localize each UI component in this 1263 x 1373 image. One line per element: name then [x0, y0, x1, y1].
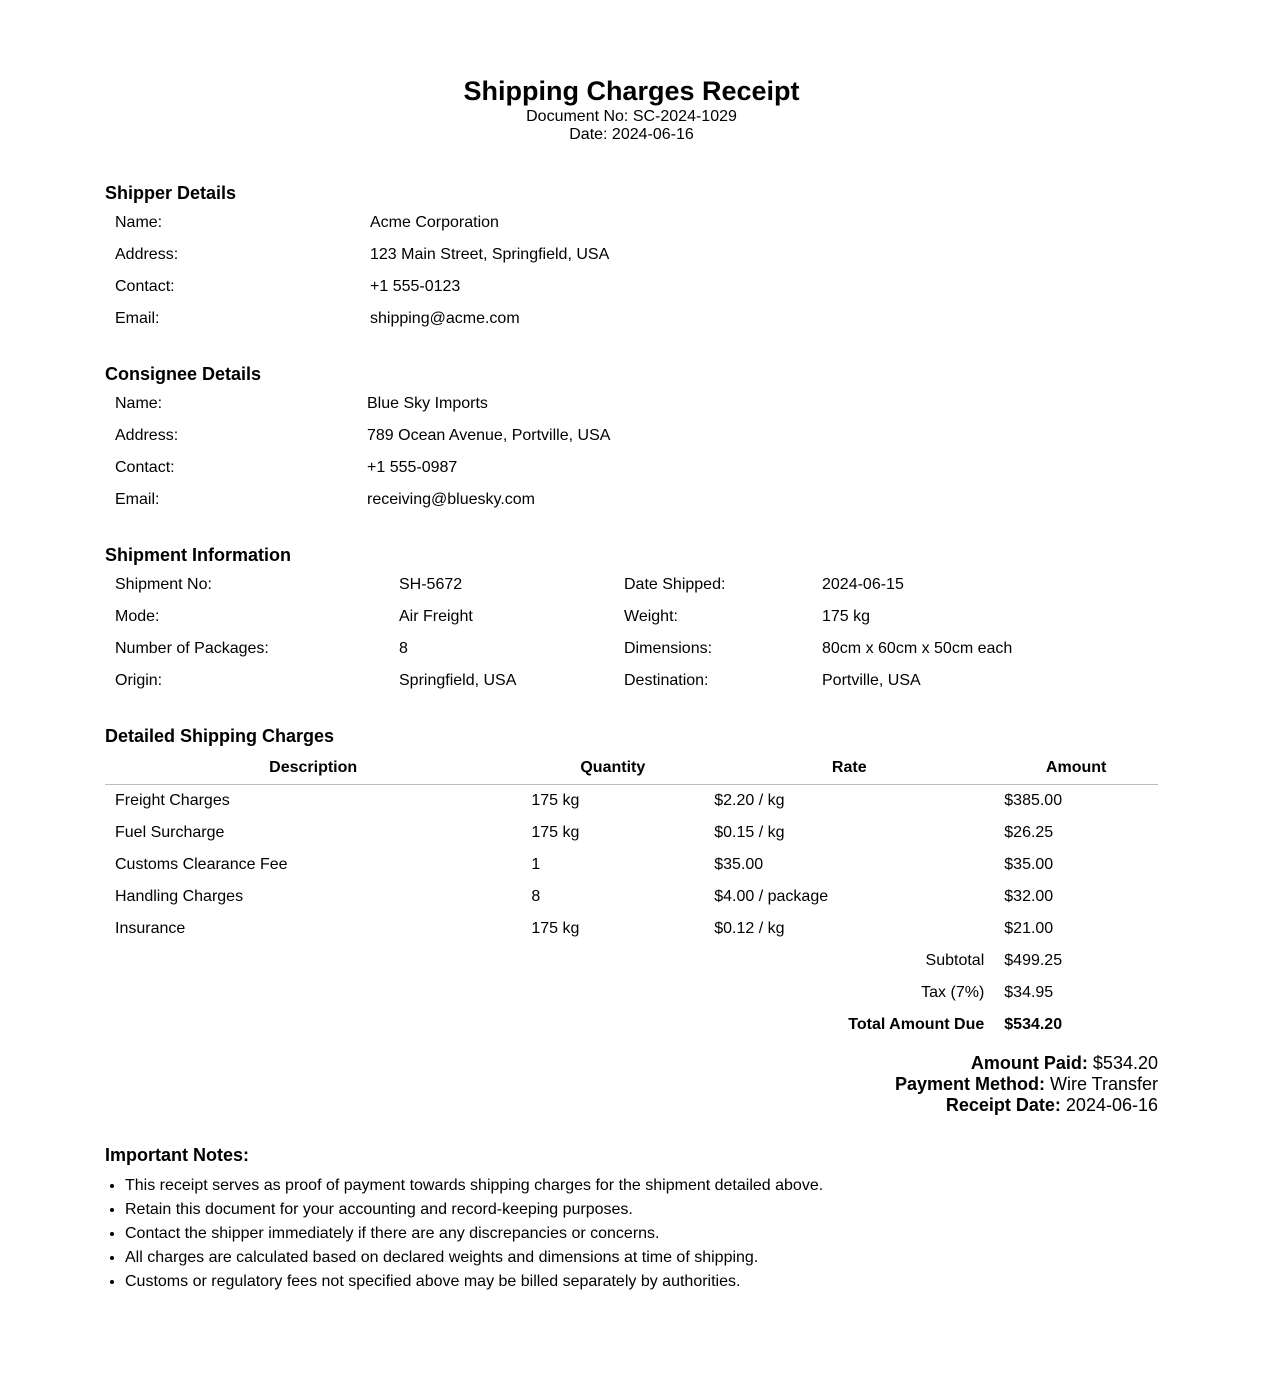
consignee-row [105, 388, 1158, 420]
charge-description: Freight Charges [115, 792, 230, 809]
amount-paid-value: $534.20 [1092, 1053, 1158, 1073]
date-shipped-label: Date Shipped: [624, 576, 726, 593]
document-title: Shipping Charges Receipt [463, 76, 800, 106]
document-date: Date: 2024-06-16 [569, 126, 694, 143]
charge-rate: $0.12 / kg [714, 920, 785, 937]
charge-rate: $0.15 / kg [714, 824, 785, 841]
charge-quantity: 175 kg [531, 824, 580, 841]
shipper-email-value: shipping@acme.com [370, 310, 520, 327]
shipper-section [105, 182, 1158, 335]
shipper-address-label: Address: [115, 246, 179, 263]
charges-header-row [105, 752, 1158, 785]
table-row [105, 913, 1158, 945]
list-item: • Retain this document for your accounting and record-keeping purposes. [125, 1198, 1158, 1222]
document-meta [105, 108, 1158, 144]
charge-description: Customs Clearance Fee [115, 856, 288, 873]
table-row [105, 817, 1158, 849]
tax-value: $34.95 [1004, 984, 1054, 1001]
charge-description: Insurance [115, 920, 186, 937]
consignee-email-label: Email: [115, 491, 160, 508]
shipper-name-value: Acme Corporation [370, 214, 499, 231]
subtotal-label: Subtotal [925, 952, 985, 969]
column-header-quantity: Quantity [521, 752, 704, 785]
charge-amount: $385.00 [1004, 792, 1063, 809]
charge-amount: $32.00 [1004, 888, 1054, 905]
tax-row [105, 977, 1158, 1009]
shipper-row [105, 303, 1158, 335]
column-header-amount: Amount [994, 752, 1158, 785]
payment-method-label: Payment Method: [894, 1074, 1045, 1094]
subtotal-row [105, 945, 1158, 977]
shipment-row [105, 601, 1158, 633]
consignee-row [105, 452, 1158, 484]
weight-label: Weight: [624, 608, 678, 625]
shipper-name-label: Name: [115, 214, 163, 231]
table-row [105, 849, 1158, 881]
shipment-row [105, 569, 1158, 601]
charge-amount: $26.25 [1004, 824, 1054, 841]
receipt-date-label: Receipt Date: [945, 1095, 1061, 1115]
charge-amount: $35.00 [1004, 856, 1054, 873]
consignee-row [105, 420, 1158, 452]
origin-value: Springfield, USA [399, 672, 517, 689]
charge-quantity: 8 [531, 888, 541, 905]
amount-paid-label: Amount Paid: [970, 1053, 1088, 1073]
mode-label: Mode: [115, 608, 160, 625]
receipt-date-value: 2024-06-16 [1065, 1095, 1158, 1115]
charges-section [105, 725, 1158, 1041]
consignee-table [105, 388, 1158, 516]
list-item: • All charges are calculated based on declared weights and dimensions at time of shipping. [125, 1246, 1158, 1270]
charge-quantity: 175 kg [531, 920, 580, 937]
column-header-rate: Rate [704, 752, 994, 785]
notes-section-title: Important Notes: [105, 1145, 249, 1165]
shipper-contact-value: +1 555-0123 [370, 278, 461, 295]
charge-rate: $4.00 / package [714, 888, 829, 905]
list-item: • Customs or regulatory fees not specified above may be billed separately by authorities. [125, 1270, 1158, 1294]
shipper-address-value: 123 Main Street, Springfield, USA [370, 246, 610, 263]
charge-amount: $21.00 [1004, 920, 1054, 937]
destination-label: Destination: [624, 672, 709, 689]
shipment-section-title: Shipment Information [105, 545, 291, 565]
dimensions-value: 80cm x 60cm x 50cm each [822, 640, 1013, 657]
column-header-description: Description [105, 752, 521, 785]
document-number: Document No: SC-2024-1029 [526, 108, 737, 125]
charges-section-title: Detailed Shipping Charges [105, 726, 335, 746]
consignee-name-label: Name: [115, 395, 163, 412]
shipper-email-label: Email: [115, 310, 160, 327]
table-row [105, 785, 1158, 818]
weight-value: 175 kg [822, 608, 871, 625]
consignee-row [105, 484, 1158, 516]
consignee-contact-value: +1 555-0987 [367, 459, 458, 476]
total-row [105, 1009, 1158, 1041]
total-value: $534.20 [1004, 1016, 1063, 1033]
payment-method-line [895, 1074, 1158, 1095]
payment-method-value: Wire Transfer [1049, 1074, 1158, 1094]
list-item: • This receipt serves as proof of payment towards shipping charges for the shipment detailed above. [125, 1174, 1158, 1198]
consignee-contact-label: Contact: [115, 459, 175, 476]
charge-rate: $35.00 [714, 856, 764, 873]
receipt-document [105, 0, 1158, 1290]
consignee-address-label: Address: [115, 427, 179, 444]
mode-value: Air Freight [399, 608, 473, 625]
consignee-name-value: Blue Sky Imports [367, 395, 488, 412]
total-label: Total Amount Due [848, 1016, 985, 1033]
shipment-row [105, 633, 1158, 665]
charge-description: Fuel Surcharge [115, 824, 225, 841]
amount-paid-line [895, 1053, 1158, 1074]
shipment-section [105, 544, 1158, 697]
table-row [105, 881, 1158, 913]
dimensions-label: Dimensions: [624, 640, 713, 657]
shipper-section-title: Shipper Details [105, 183, 237, 203]
date-shipped-value: 2024-06-15 [822, 576, 904, 593]
payment-summary [895, 1053, 1158, 1116]
notes-list [105, 1174, 1158, 1294]
document-header [105, 0, 1158, 144]
shipper-row [105, 271, 1158, 303]
shipper-table [105, 207, 1158, 335]
consignee-section [105, 363, 1158, 516]
shipment-no-value: SH-5672 [399, 576, 463, 593]
shipper-row [105, 207, 1158, 239]
shipment-no-label: Shipment No: [115, 576, 212, 593]
packages-value: 8 [399, 640, 408, 657]
notes-section [105, 1144, 1158, 1294]
list-item: • Contact the shipper immediately if there are any discrepancies or concerns. [125, 1222, 1158, 1246]
charge-quantity: 175 kg [531, 792, 580, 809]
shipment-table [105, 569, 1158, 697]
consignee-address-value: 789 Ocean Avenue, Portville, USA [367, 427, 611, 444]
charge-rate: $2.20 / kg [714, 792, 785, 809]
charge-description: Handling Charges [115, 888, 244, 905]
destination-value: Portville, USA [822, 672, 921, 689]
origin-label: Origin: [115, 672, 163, 689]
shipper-row [105, 239, 1158, 271]
charge-quantity: 1 [531, 856, 541, 873]
charges-table [105, 752, 1158, 1041]
consignee-email-value: receiving@bluesky.com [367, 491, 536, 508]
shipment-row [105, 665, 1158, 697]
subtotal-value: $499.25 [1004, 952, 1063, 969]
tax-label: Tax (7%) [921, 984, 985, 1001]
shipper-contact-label: Contact: [115, 278, 175, 295]
consignee-section-title: Consignee Details [105, 364, 262, 384]
receipt-date-line [895, 1095, 1158, 1116]
packages-label: Number of Packages: [115, 640, 269, 657]
